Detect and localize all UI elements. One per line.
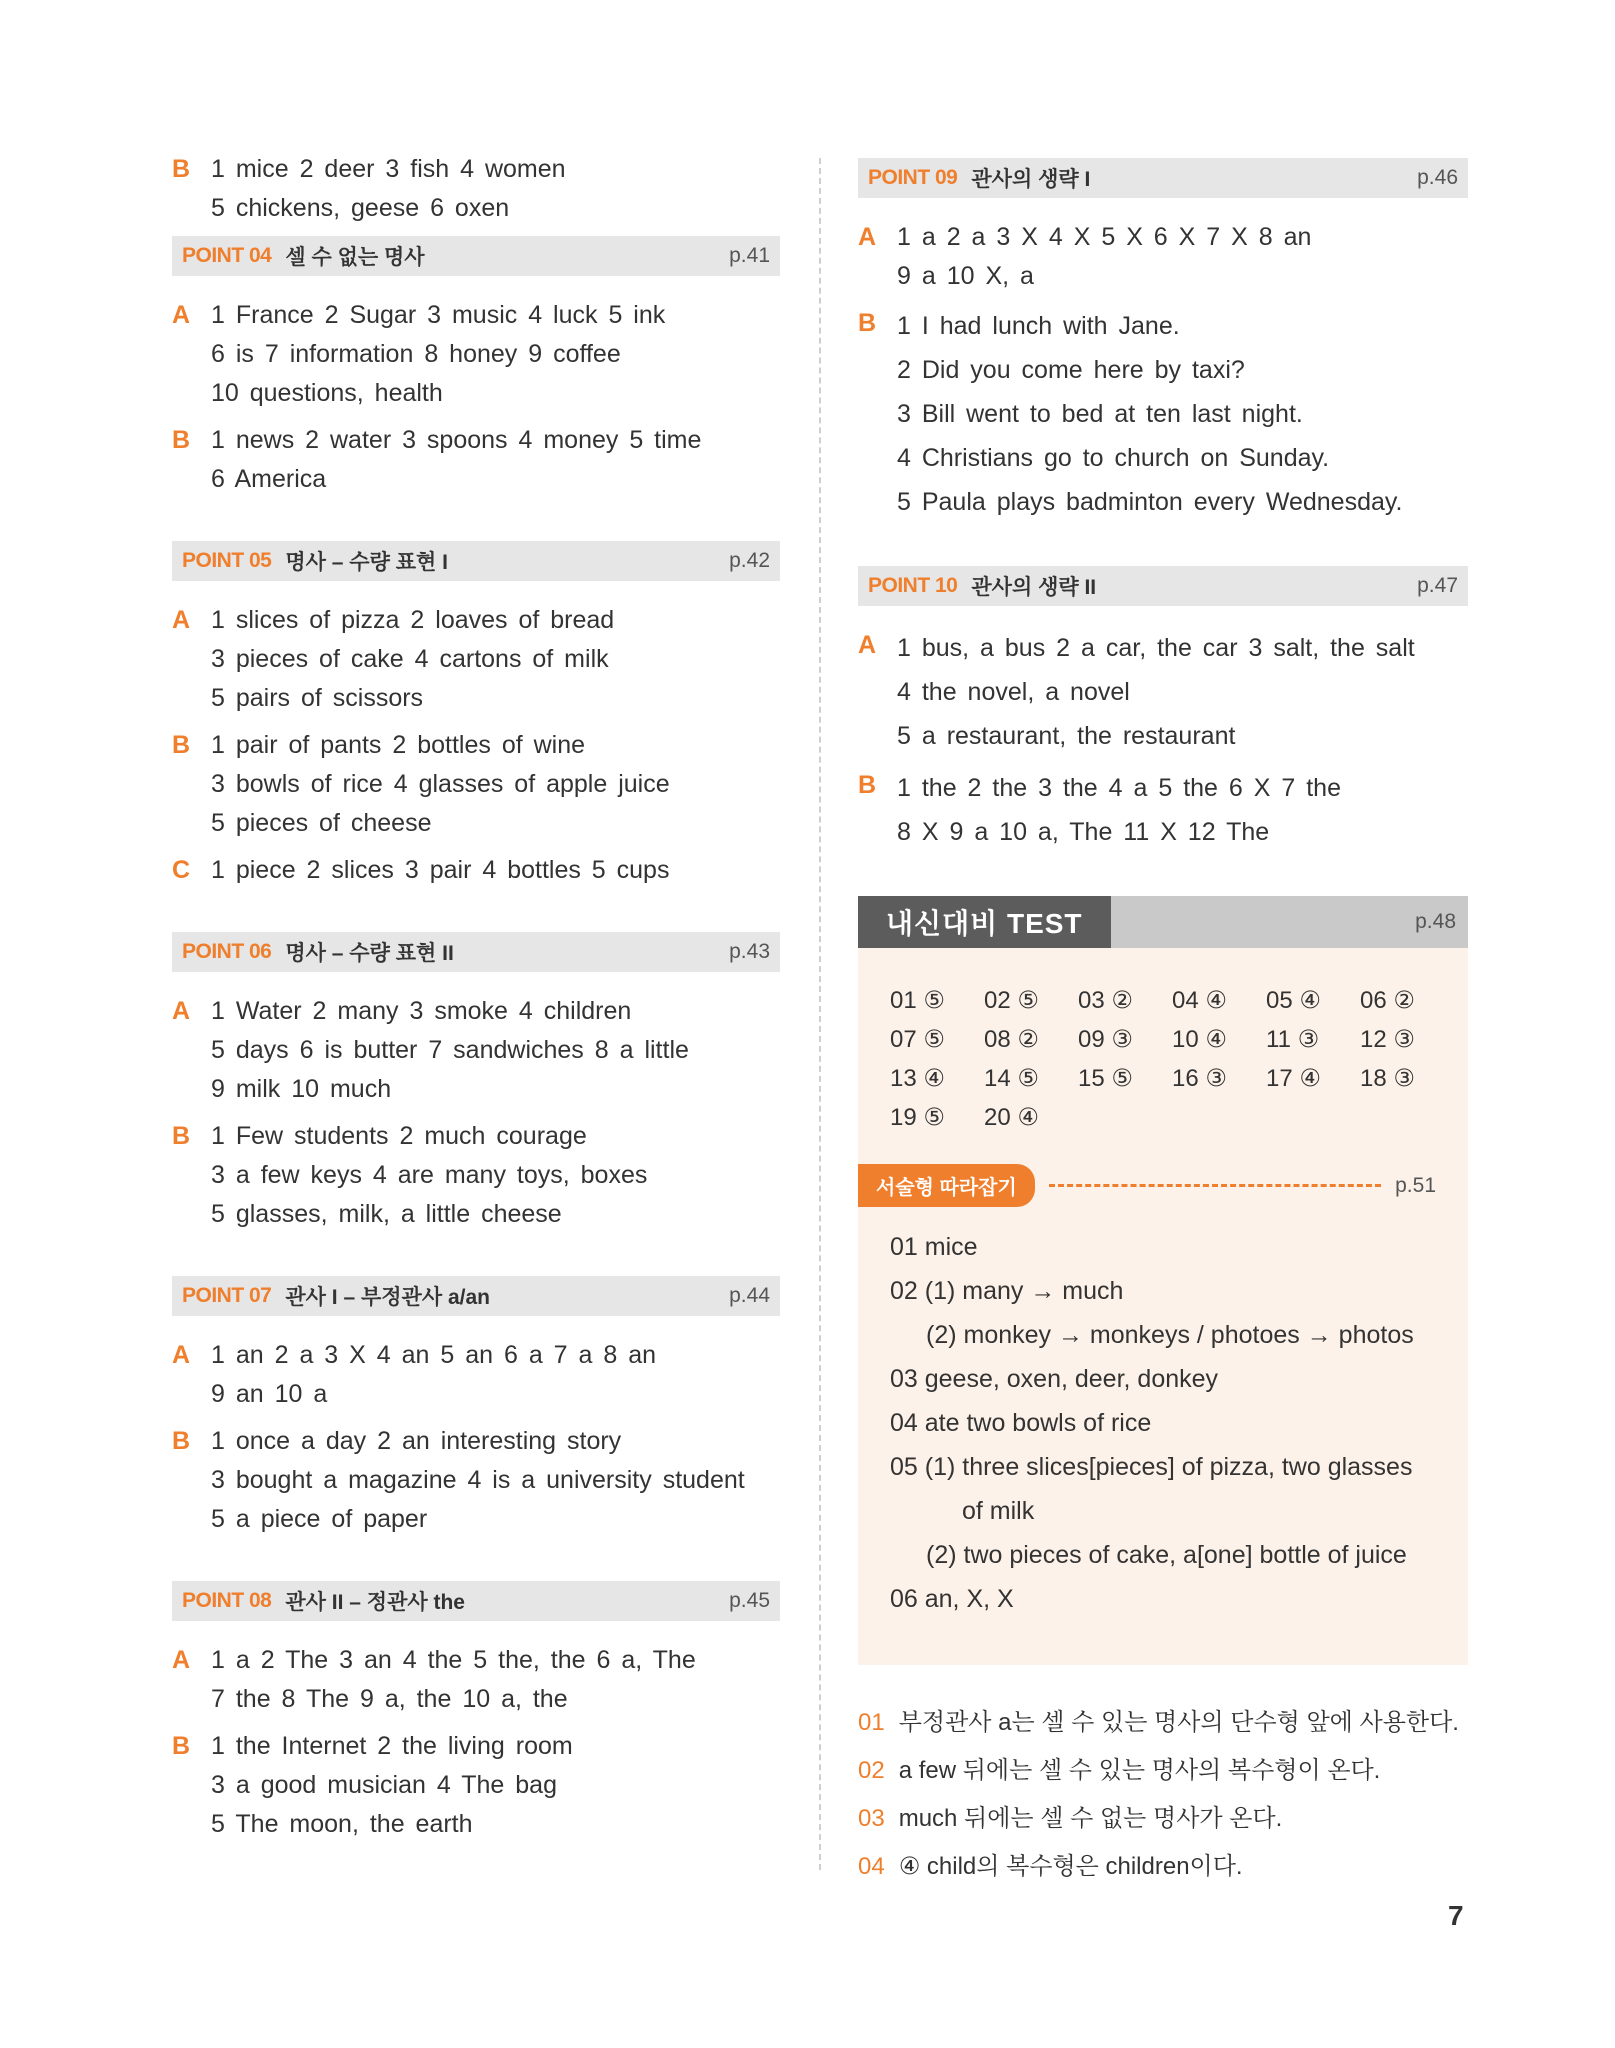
section-point-06 <box>172 932 780 1234</box>
test-answer: 19 ⑤ <box>890 1104 945 1131</box>
note-number: 02 <box>858 1757 885 1784</box>
answer-line: 5 pieces of cheese <box>211 809 432 837</box>
point-title: 관사 I – 부정관사 a/an <box>285 1286 490 1309</box>
answer-line: 5 Paula plays badminton every Wednesday. <box>897 488 1403 516</box>
answer-line: 9 milk 10 much <box>211 1075 392 1103</box>
answer-line: 1 the Internet 2 the living room <box>211 1732 573 1760</box>
section-point-08 <box>172 1581 780 1844</box>
test-answer: 10 ④ <box>1172 1026 1227 1053</box>
page-reference: p.41 <box>729 244 770 267</box>
page-reference: p.43 <box>729 940 770 963</box>
answer-line: 3 a few keys 4 are many toys, boxes <box>211 1161 648 1189</box>
answer-group <box>172 851 780 890</box>
note-item <box>858 1843 1468 1891</box>
note-text: much 뒤에는 셀 수 없는 명사가 온다. <box>898 1805 1283 1832</box>
writing-line: of milk <box>962 1497 1035 1525</box>
page-number: 7 <box>1448 1900 1464 1931</box>
group-letter: A <box>172 301 191 329</box>
answer-line: 4 Christians go to church on Sunday. <box>897 444 1330 472</box>
test-answer: 15 ⑤ <box>1078 1065 1133 1092</box>
page-reference: p.48 <box>1415 910 1456 933</box>
answer-group <box>172 1641 780 1719</box>
group-letter: B <box>172 1122 191 1150</box>
test-title: 내신대비 TEST <box>858 896 1111 948</box>
point-header <box>858 158 1468 198</box>
writing-line: 01 mice <box>890 1233 978 1261</box>
answer-grid <box>890 984 1436 1134</box>
section-point-10 <box>858 566 1468 854</box>
group-letter: A <box>172 1646 191 1674</box>
answer-line: 5 chickens, geese 6 oxen <box>211 194 510 222</box>
answer-line: 3 pieces of cake 4 cartons of milk <box>211 645 609 673</box>
group-letter: B <box>172 155 191 183</box>
group-letter: A <box>172 997 191 1025</box>
writing-line: 05 (1) three slices[pieces] of pizza, two glasses <box>890 1453 1413 1481</box>
point-title: 명사 – 수량 표현 II <box>285 942 454 965</box>
note-text: ④ child의 복수형은 children이다. <box>898 1853 1243 1880</box>
group-letter: A <box>858 223 877 251</box>
test-answer: 04 ④ <box>1172 987 1227 1014</box>
answer-line: 5 pairs of scissors <box>211 684 424 712</box>
answer-group <box>172 601 780 718</box>
answer-line: 7 the 8 The 9 a, the 10 a, the <box>211 1685 568 1713</box>
group-letter: B <box>858 309 877 337</box>
test-answer: 17 ④ <box>1266 1065 1321 1092</box>
group-letter: A <box>172 1341 191 1369</box>
writing-tag: 서술형 따라잡기 <box>858 1164 1035 1207</box>
section-point-04 <box>172 236 780 499</box>
explanation-notes <box>858 1699 1468 1891</box>
test-answer: 11 ③ <box>1266 1026 1320 1053</box>
answer-group <box>172 296 780 413</box>
point-title: 셀 수 없는 명사 <box>285 246 425 269</box>
note-number: 04 <box>858 1853 885 1880</box>
dashed-rule <box>1049 1184 1381 1187</box>
group-letter: A <box>172 606 191 634</box>
answer-line: 9 an 10 a <box>211 1380 328 1408</box>
answer-line: 1 a 2 a 3 X 4 X 5 X 6 X 7 X 8 an <box>897 223 1312 251</box>
writing-line: (2) monkey → monkeys / photoes → photos <box>926 1321 1414 1349</box>
point-title: 관사의 생략 II <box>971 576 1097 599</box>
answer-line: 9 a 10 X, a <box>897 262 1034 290</box>
answer-line: 5 a piece of paper <box>211 1505 428 1533</box>
answer-line: 1 a 2 The 3 an 4 the 5 the, the 6 a, The <box>211 1646 696 1674</box>
answer-line: 1 once a day 2 an interesting story <box>211 1427 622 1455</box>
answer-line: 3 bought a magazine 4 is a university student <box>211 1466 745 1494</box>
point-header <box>172 932 780 972</box>
note-item <box>858 1747 1468 1795</box>
point-label: POINT 09 <box>868 166 958 189</box>
answer-line: 1 piece 2 slices 3 pair 4 bottles 5 cups <box>211 856 670 884</box>
test-answer: 16 ③ <box>1172 1065 1227 1092</box>
answer-group <box>172 1727 780 1844</box>
test-answer: 03 ② <box>1078 987 1133 1014</box>
point-header <box>172 236 780 276</box>
note-text: 부정관사 a는 셀 수 있는 명사의 단수형 앞에 사용한다. <box>898 1709 1459 1736</box>
answer-group <box>172 992 780 1109</box>
point-label: POINT 06 <box>182 940 272 963</box>
point-label: POINT 05 <box>182 549 272 572</box>
test-answer: 02 ⑤ <box>984 987 1039 1014</box>
test-body <box>858 948 1468 1665</box>
group-letter: B <box>858 771 877 799</box>
test-answer: 13 ④ <box>890 1065 945 1092</box>
test-answer: 14 ⑤ <box>984 1065 1039 1092</box>
lead-group <box>172 150 780 228</box>
answer-line: 1 Water 2 many 3 smoke 4 children <box>211 997 632 1025</box>
note-text: a few 뒤에는 셀 수 있는 명사의 복수형이 온다. <box>898 1757 1381 1784</box>
answer-line: 1 mice 2 deer 3 fish 4 women <box>211 155 566 183</box>
writing-line: 02 (1) many → much <box>890 1277 1124 1305</box>
test-answer: 01 ⑤ <box>890 987 945 1014</box>
answer-line: 3 Bill went to bed at ten last night. <box>897 400 1303 428</box>
point-header <box>172 541 780 581</box>
point-label: POINT 10 <box>868 574 958 597</box>
right-column <box>858 158 1468 1891</box>
test-answer: 05 ④ <box>1266 987 1321 1014</box>
answer-line: 1 I had lunch with Jane. <box>897 312 1180 340</box>
point-label: POINT 04 <box>182 244 272 267</box>
writing-line: 03 geese, oxen, deer, donkey <box>890 1365 1219 1393</box>
answer-group <box>172 1422 780 1539</box>
page-reference: p.44 <box>729 1284 770 1307</box>
point-label: POINT 07 <box>182 1284 272 1307</box>
page-reference: p.45 <box>729 1589 770 1612</box>
test-answer: 08 ② <box>984 1026 1039 1053</box>
column-divider <box>819 158 821 1870</box>
test-header <box>858 896 1468 948</box>
answer-group <box>858 626 1468 758</box>
section-point-05 <box>172 541 780 890</box>
point-header <box>172 1581 780 1621</box>
answer-line: 2 Did you come here by taxi? <box>897 356 1245 384</box>
test-answer: 20 ④ <box>984 1104 1039 1131</box>
point-header <box>172 1276 780 1316</box>
note-item <box>858 1795 1468 1843</box>
answer-line: 8 X 9 a 10 a, The 11 X 12 The <box>897 818 1270 846</box>
test-answer: 18 ③ <box>1360 1065 1415 1092</box>
answer-group <box>172 1117 780 1234</box>
answer-line: 1 slices of pizza 2 loaves of bread <box>211 606 615 634</box>
answer-line: 3 a good musician 4 The bag <box>211 1771 557 1799</box>
note-number: 01 <box>858 1709 885 1736</box>
writing-header <box>858 1164 1436 1207</box>
group-letter: B <box>172 1427 191 1455</box>
answer-group <box>858 766 1468 854</box>
answer-line: 1 an 2 a 3 X 4 an 5 an 6 a 7 a 8 an <box>211 1341 657 1369</box>
page-reference: p.42 <box>729 549 770 572</box>
answer-line: 6 America <box>211 465 327 493</box>
group-letter: B <box>172 426 191 454</box>
answer-line: 1 Few students 2 much courage <box>211 1122 587 1150</box>
section-point-09 <box>858 158 1468 524</box>
writing-line: (2) two pieces of cake, a[one] bottle of juice <box>926 1541 1407 1569</box>
point-header <box>858 566 1468 606</box>
writing-answers <box>890 1225 1436 1621</box>
answer-line: 1 bus, a bus 2 a car, the car 3 salt, the salt <box>897 634 1415 662</box>
note-item <box>858 1699 1468 1747</box>
answer-line: 1 pair of pants 2 bottles of wine <box>211 731 586 759</box>
group-letter: A <box>858 631 877 659</box>
point-title: 명사 – 수량 표현 I <box>285 551 448 574</box>
left-column <box>172 150 780 1886</box>
point-title: 관사의 생략 I <box>971 168 1091 191</box>
point-title: 관사 II – 정관사 the <box>285 1591 465 1614</box>
answer-group <box>172 1336 780 1414</box>
answer-line: 6 is 7 information 8 honey 9 coffee <box>211 340 621 368</box>
answer-line: 5 glasses, milk, a little cheese <box>211 1200 562 1228</box>
answer-line: 3 bowls of rice 4 glasses of apple juice <box>211 770 670 798</box>
answer-group <box>172 726 780 843</box>
group-letter: B <box>172 731 191 759</box>
group-letter: C <box>172 856 191 884</box>
group-letter: B <box>172 1732 191 1760</box>
page-reference: p.51 <box>1395 1173 1436 1197</box>
answer-line: 1 France 2 Sugar 3 music 4 luck 5 ink <box>211 301 666 329</box>
answer-line: 5 a restaurant, the restaurant <box>897 722 1236 750</box>
answer-group <box>858 218 1468 296</box>
test-section <box>858 896 1468 1665</box>
answer-group <box>858 304 1468 524</box>
answer-line: 5 days 6 is butter 7 sandwiches 8 a little <box>211 1036 689 1064</box>
answer-line: 4 the novel, a novel <box>897 678 1130 706</box>
test-answer: 12 ③ <box>1360 1026 1415 1053</box>
answer-line: 5 The moon, the earth <box>211 1810 473 1838</box>
note-number: 03 <box>858 1805 885 1832</box>
test-answer: 06 ② <box>1360 987 1415 1014</box>
page-reference: p.47 <box>1417 574 1458 597</box>
writing-line: 06 an, X, X <box>890 1585 1014 1613</box>
section-point-07 <box>172 1276 780 1539</box>
answer-line: 10 questions, health <box>211 379 443 407</box>
writing-line: 04 ate two bowls of rice <box>890 1409 1152 1437</box>
test-answer: 09 ③ <box>1078 1026 1133 1053</box>
answer-line: 1 the 2 the 3 the 4 a 5 the 6 X 7 the <box>897 774 1341 802</box>
test-answer: 07 ⑤ <box>890 1026 945 1053</box>
point-label: POINT 08 <box>182 1589 272 1612</box>
answer-group <box>172 421 780 499</box>
answer-line: 1 news 2 water 3 spoons 4 money 5 time <box>211 426 702 454</box>
page-reference: p.46 <box>1417 166 1458 189</box>
